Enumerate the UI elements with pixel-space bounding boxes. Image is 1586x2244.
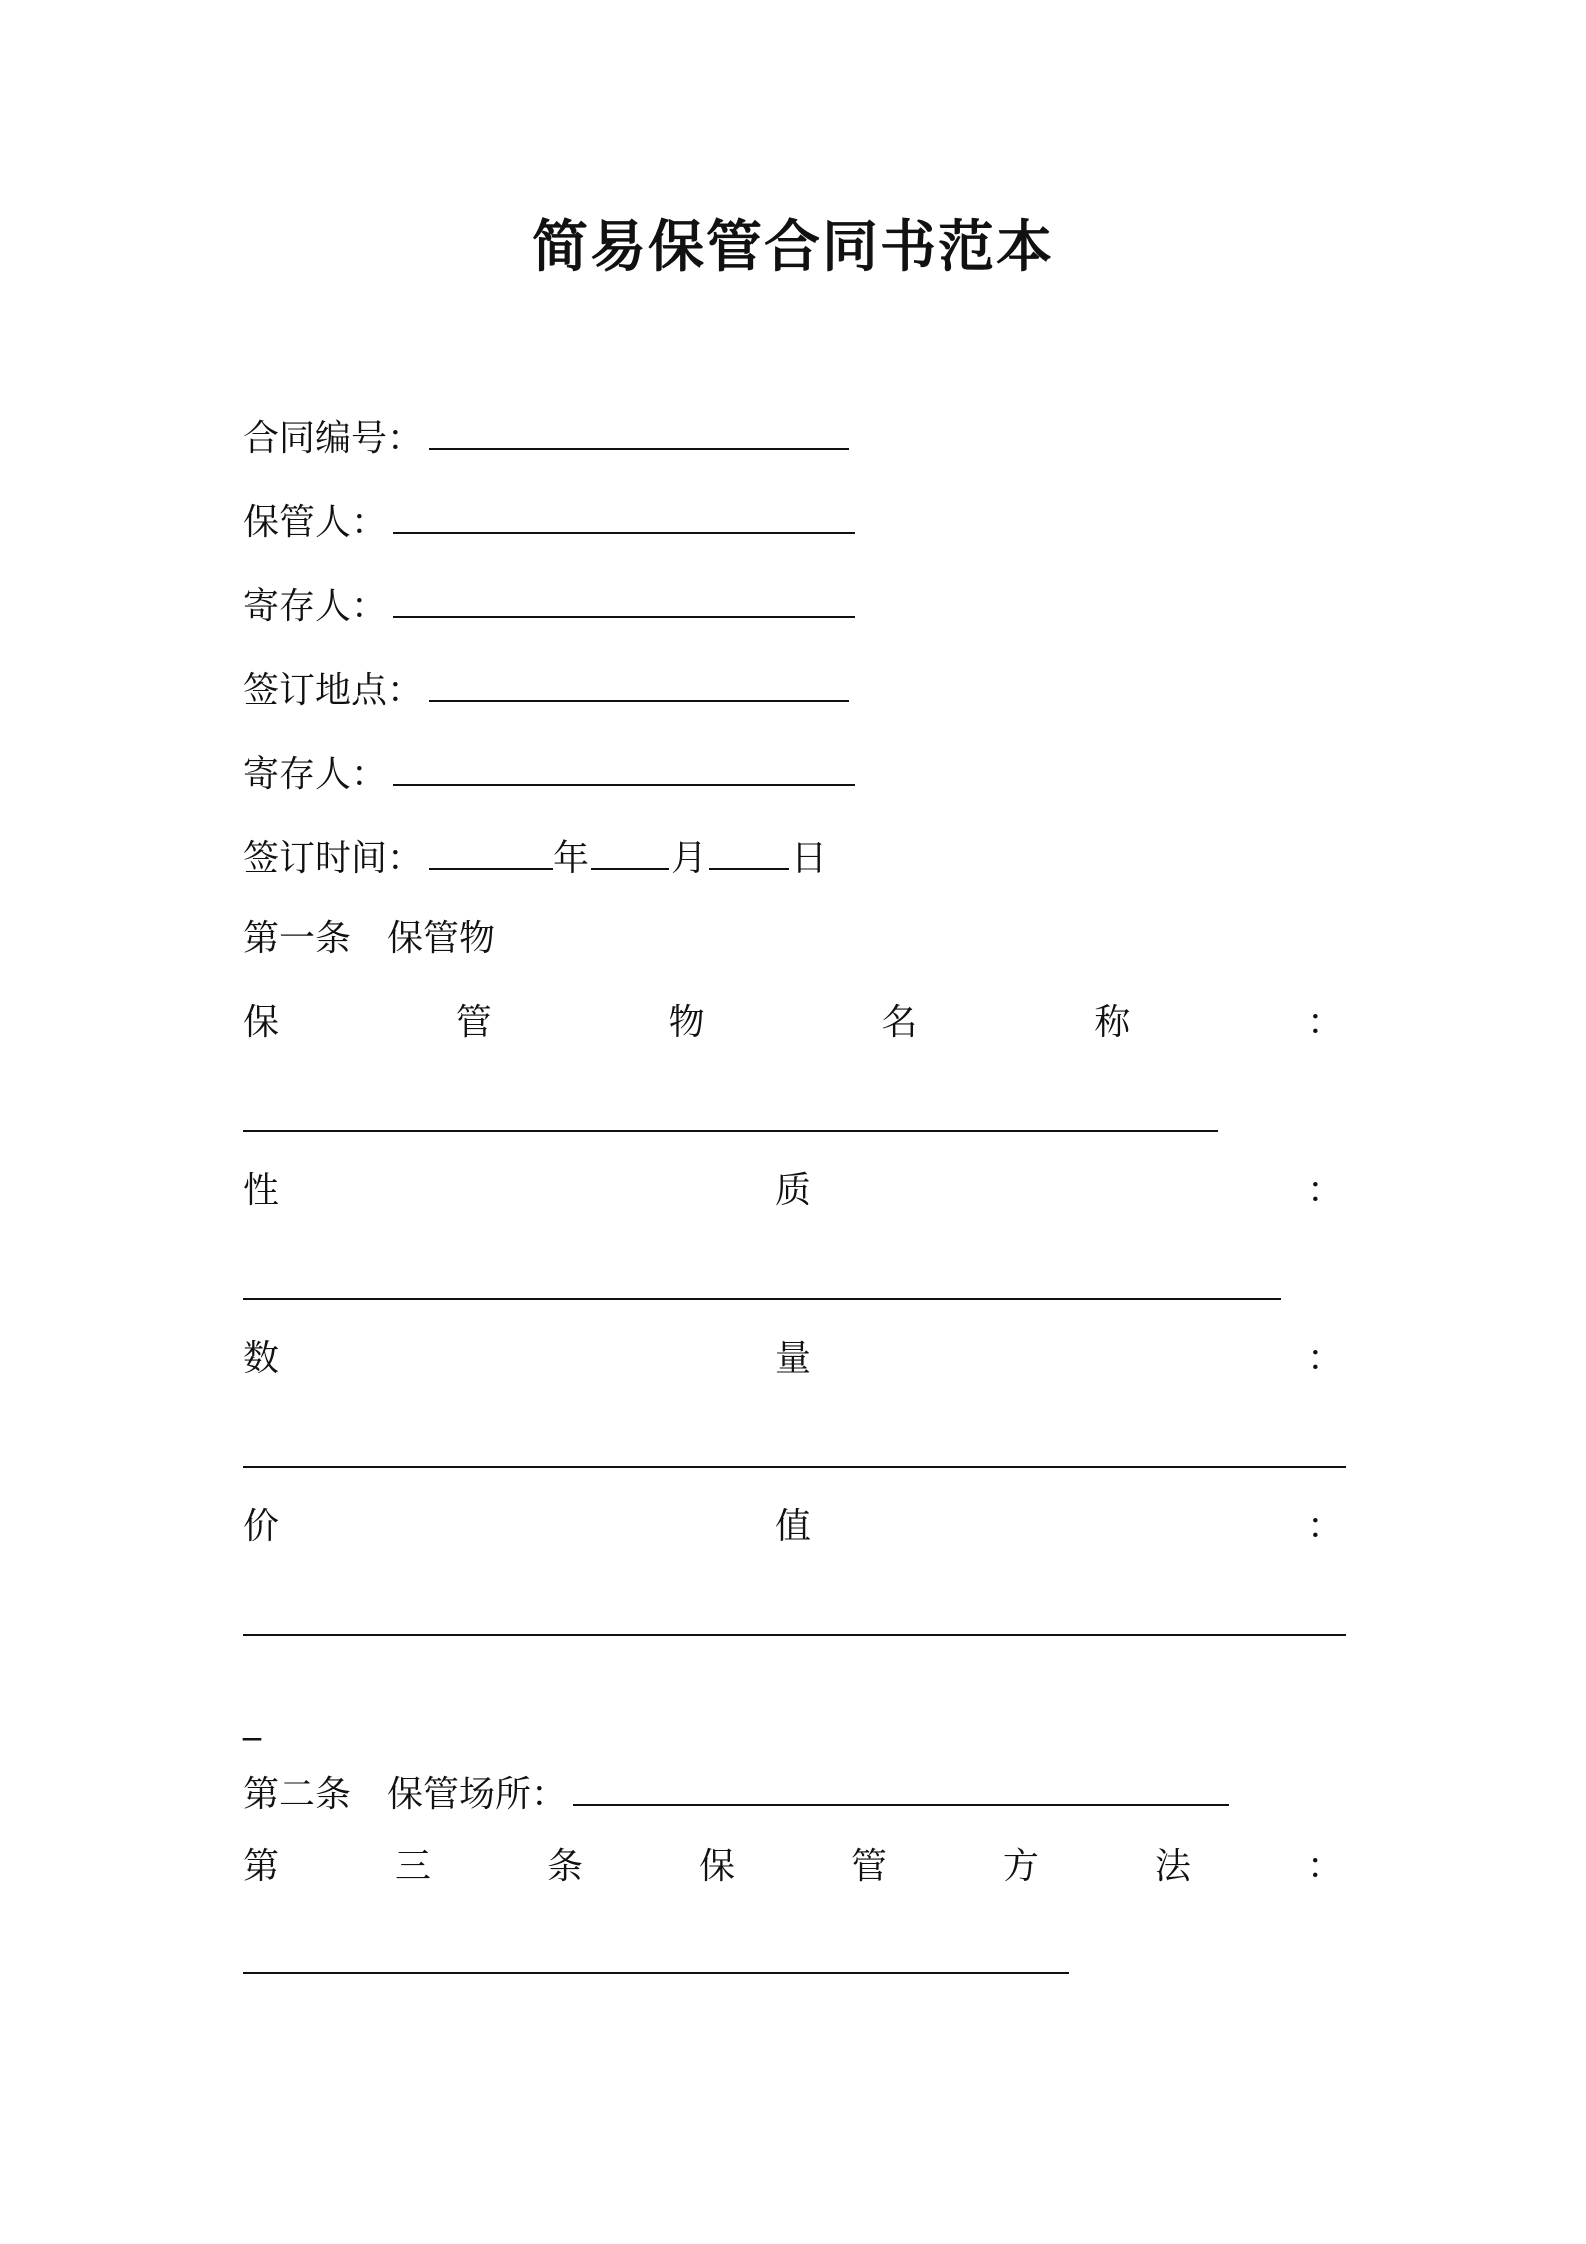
article-3-char: 三	[394, 1846, 431, 1887]
value-trailing-mark: _	[243, 1700, 261, 1741]
depositor-label-1: 寄存人：	[243, 586, 388, 627]
day-label: 日	[791, 838, 828, 879]
storage-place-blank[interactable]	[573, 1766, 1229, 1806]
item-name-char: 名	[881, 1002, 918, 1043]
custodian-line	[243, 494, 855, 548]
year-blank[interactable]	[429, 830, 553, 870]
sign-place-label: 签订地点：	[243, 670, 424, 711]
nature-blank[interactable]	[243, 1298, 1281, 1300]
quantity-row	[243, 1334, 1343, 1384]
month-label: 月	[671, 838, 708, 879]
day-blank[interactable]	[709, 830, 789, 870]
depositor-label-2: 寄存人：	[243, 754, 388, 795]
item-name-char: 称	[1094, 1002, 1131, 1043]
article-3-char: 保	[698, 1846, 735, 1887]
article-2-line	[243, 1766, 1229, 1820]
nature-char: 质	[774, 1170, 811, 1211]
year-label: 年	[553, 838, 590, 879]
sign-place-line	[243, 662, 849, 716]
storage-method-blank[interactable]	[243, 1972, 1069, 1974]
custodian-label: 保管人：	[243, 502, 388, 543]
document-title: 简易保管合同书范本	[532, 215, 1054, 280]
contract-number-blank[interactable]	[429, 410, 849, 450]
article-3-char: ：	[1306, 1846, 1343, 1887]
value-char: 价	[243, 1506, 280, 1547]
article-1-heading	[243, 914, 495, 964]
depositor-blank-2[interactable]	[393, 746, 855, 786]
article-3-char: 方	[1002, 1846, 1039, 1887]
item-name-char: 管	[455, 1002, 492, 1043]
value-char: 值	[774, 1506, 811, 1547]
month-blank[interactable]	[591, 830, 669, 870]
custodian-blank[interactable]	[393, 494, 855, 534]
depositor-blank-1[interactable]	[393, 578, 855, 618]
item-name-char: 保	[243, 1002, 280, 1043]
article-1-title: 保管物	[387, 918, 496, 959]
item-name-row	[243, 998, 1343, 1048]
article-3-char: 管	[850, 1846, 887, 1887]
sign-time-line	[243, 830, 827, 884]
contract-number-label: 合同编号：	[243, 418, 424, 459]
article-3-char: 第	[243, 1846, 280, 1887]
quantity-char: ：	[1306, 1338, 1343, 1379]
article-3-char: 条	[546, 1846, 583, 1887]
item-name-blank[interactable]	[243, 1130, 1218, 1132]
quantity-char: 量	[774, 1338, 811, 1379]
quantity-char: 数	[243, 1338, 280, 1379]
value-char: ：	[1306, 1506, 1343, 1547]
depositor-line-2	[243, 746, 855, 800]
item-name-char: 物	[668, 1002, 705, 1043]
contract-number-line	[243, 410, 849, 464]
article-2-title: 保管场所：	[387, 1774, 568, 1815]
value-row	[243, 1502, 1343, 1552]
nature-char: 性	[243, 1170, 280, 1211]
article-3-char: 法	[1154, 1846, 1191, 1887]
nature-char: ：	[1306, 1170, 1343, 1211]
sign-place-blank[interactable]	[429, 662, 849, 702]
sign-time-label: 签订时间：	[243, 838, 424, 879]
depositor-line-1	[243, 578, 855, 632]
article-2-number: 第二条	[243, 1774, 352, 1815]
value-blank[interactable]	[243, 1634, 1346, 1636]
nature-row	[243, 1166, 1343, 1216]
quantity-blank[interactable]	[243, 1466, 1346, 1468]
article-1-number: 第一条	[243, 918, 352, 959]
item-name-char: ：	[1306, 1002, 1343, 1043]
article-3-row	[243, 1842, 1343, 1892]
